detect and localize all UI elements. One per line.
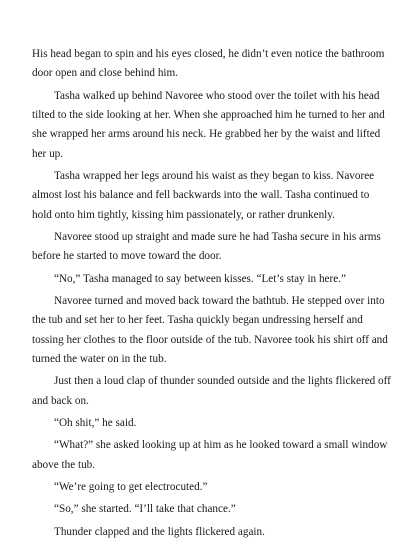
paragraph-3: Tasha wrapped her legs around his waist as they began to kiss. Navoree almost lost his balance and fell backwards into the wall. Tasha continued to hold onto him tightly, kissing him passionately, or rather drunkenly. [32,169,375,221]
paragraph-11: “So,” she started. “I’ll take that chance.” [54,503,236,516]
document-body [32,45,392,545]
paragraph-2: Tasha walked up behind Navoree who stood over the toilet with his head tilted to the side looking at her. When she approached him he turned to her and she wrapped her arms around his neck. He grabbed her by the waist and lifted her up. [32,89,385,160]
paragraph-1: His head began to spin and his eyes closed, he didn’t even notice the bathroom door open and close behind him. [32,48,385,80]
paragraph-7: Just then a loud clap of thunder sounded outside and the lights flickered off and back on. [32,375,391,407]
paragraph-8: “Oh shit,” he said. [54,417,137,429]
paragraph-4: Navoree stood up straight and made sure he had Tasha secure in his arms before he started to move toward the door. [32,230,381,263]
paragraph-5: “No,” Tasha managed to say between kisses. “Let’s stay in here.” [54,272,346,285]
paragraph-10: “We’re going to get electrocuted.” [54,481,208,494]
paragraph-6: Navoree turned and moved back toward the bathtub. He stepped over into the tub and set her to her feet. Tasha quickly began undressing herself and tossing her clothes to the floor outside of the tub. Navoree took his shirt off and turned the water on in the tub. [32,295,388,365]
paragraph-12: Thunder clapped and the lights flickered again. [54,525,265,538]
paragraph-9: “What?” she asked looking up at him as he looked toward a small window above the tub. [32,439,388,471]
